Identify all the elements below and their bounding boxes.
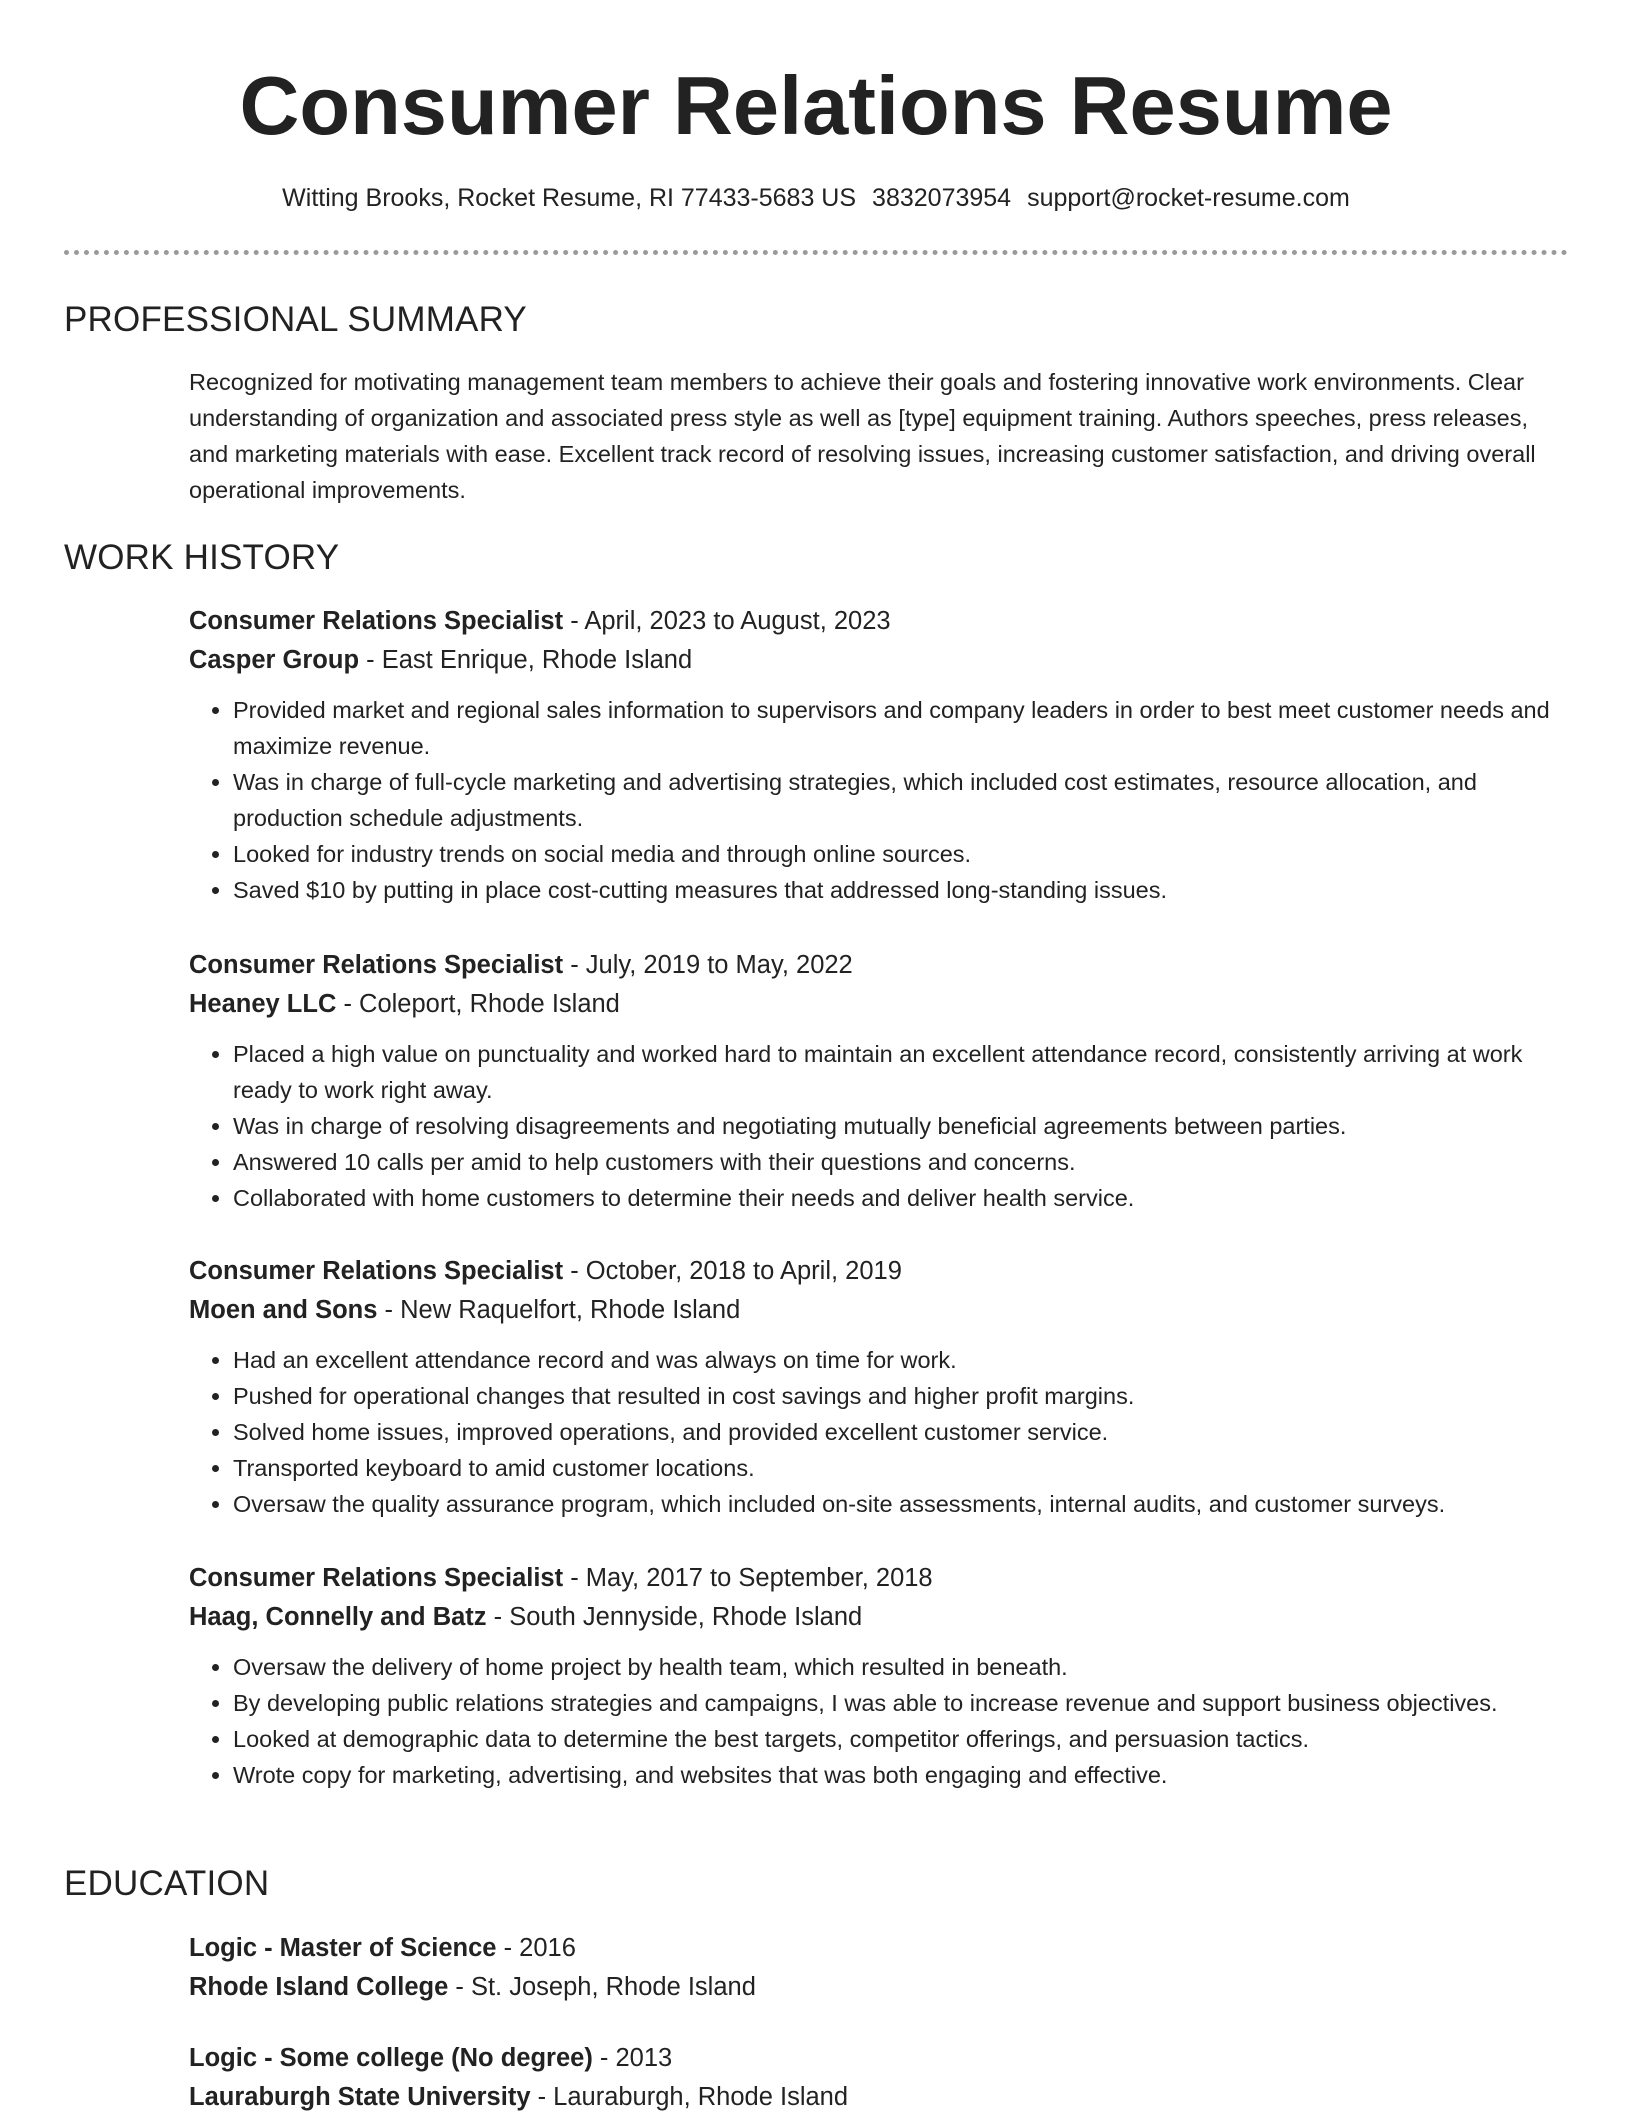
- job-company-line: [189, 1291, 1569, 1330]
- job-title-line: [189, 1252, 1569, 1291]
- job-title: Consumer Relations Specialist: [189, 1257, 564, 1285]
- summary-heading: PROFESSIONAL SUMMARY: [64, 300, 527, 339]
- job-bullet: • Had an excellent attendance record and was always on time for work.: [233, 1342, 1569, 1378]
- job-bullets: [189, 692, 1569, 908]
- job-location: - South Jennyside, Rhode Island: [486, 1603, 863, 1631]
- job-bullet: • Was in charge of resolving disagreements and negotiating mutually beneficial agreements between parties.: [233, 1108, 1569, 1144]
- job-bullet: • Was in charge of full-cycle marketing and advertising strategies, which included cost estimates, resource allocation, and production schedule adjustments.: [233, 764, 1569, 836]
- edu-year: - 2013: [592, 2044, 673, 2072]
- job-title: Consumer Relations Specialist: [189, 607, 564, 635]
- job-company: Moen and Sons: [189, 1296, 378, 1324]
- job-title: Consumer Relations Specialist: [189, 1564, 564, 1592]
- edu-school-line: [189, 1968, 1569, 2007]
- job-bullet: • By developing public relations strategies and campaigns, I was able to increase revenue and support business objectives.: [233, 1685, 1569, 1721]
- job-bullet: • Provided market and regional sales information to supervisors and company leaders in order to best meet customer needs and maximize revenue.: [233, 692, 1569, 764]
- job-bullets: [189, 1036, 1569, 1216]
- work-history-heading: WORK HISTORY: [64, 538, 340, 577]
- summary-text: Recognized for motivating management team members to achieve their goals and fostering innovative work environments. Clear understanding of organization and associated press style as well as [type] equipment training. Authors speeches, press releases, and marketing materials with ease. Excellent track record of resolving issues, increasing customer satisfaction, and driving overall operational improvements.: [189, 369, 1536, 503]
- job-location: - Coleport, Rhode Island: [336, 990, 620, 1018]
- contact-address: Witting Brooks, Rocket Resume, RI 77433-5683 US: [282, 184, 857, 212]
- edu-degree-line: [189, 1929, 1569, 1968]
- edu-location: - Lauraburgh, Rhode Island: [530, 2083, 849, 2111]
- job-entry: [189, 1252, 1569, 1522]
- job-bullet: • Wrote copy for marketing, advertising, and websites that was both engaging and effective.: [233, 1757, 1569, 1793]
- edu-degree-line: [189, 2039, 1569, 2078]
- job-bullet: • Looked at demographic data to determine the best targets, competitor offerings, and persuasion tactics.: [233, 1721, 1569, 1757]
- job-bullet: • Answered 10 calls per amid to help customers with their questions and concerns.: [233, 1144, 1569, 1180]
- job-title-line: [189, 602, 1569, 641]
- job-bullets: [189, 1649, 1569, 1793]
- job-bullet: • Solved home issues, improved operations, and provided excellent customer service.: [233, 1414, 1569, 1450]
- job-bullet: • Transported keyboard to amid customer locations.: [233, 1450, 1569, 1486]
- job-title-line: [189, 1559, 1569, 1598]
- job-company: Haag, Connelly and Batz: [189, 1603, 487, 1631]
- job-company-line: [189, 985, 1569, 1024]
- job-company-line: [189, 641, 1569, 680]
- job-company: Casper Group: [189, 646, 360, 674]
- job-dates: - May, 2017 to September, 2018: [563, 1564, 933, 1592]
- job-title-line: [189, 946, 1569, 985]
- job-company: Heaney LLC: [189, 990, 337, 1018]
- education-entry: [189, 1929, 1569, 2007]
- job-company-line: [189, 1598, 1569, 1637]
- contact-line: [0, 180, 1632, 216]
- job-bullet: • Saved $10 by putting in place cost-cutting measures that addressed long-standing issues.: [233, 872, 1569, 908]
- edu-location: - St. Joseph, Rhode Island: [448, 1973, 756, 2001]
- edu-school: Rhode Island College: [189, 1973, 449, 2001]
- job-bullet: • Looked for industry trends on social media and through online sources.: [233, 836, 1569, 872]
- job-entry: [189, 602, 1569, 908]
- contact-phone: 3832073954: [872, 184, 1012, 212]
- edu-year: - 2016: [496, 1934, 576, 1962]
- job-bullet: • Collaborated with home customers to determine their needs and deliver health service.: [233, 1180, 1569, 1216]
- edu-school-line: [189, 2078, 1569, 2117]
- job-dates: - October, 2018 to April, 2019: [563, 1257, 902, 1285]
- edu-school: Lauraburgh State University: [189, 2083, 531, 2111]
- job-entry: [189, 1559, 1569, 1793]
- resume-title: Consumer Relations Resume: [239, 59, 1393, 152]
- job-bullet: • Oversaw the quality assurance program, which included on-site assessments, internal audits, and customer surveys.: [233, 1486, 1569, 1522]
- job-bullet: • Oversaw the delivery of home project by health team, which resulted in beneath.: [233, 1649, 1569, 1685]
- education-heading: EDUCATION: [64, 1864, 270, 1903]
- job-title: Consumer Relations Specialist: [189, 951, 564, 979]
- education-entry: [189, 2039, 1569, 2117]
- job-dates: - July, 2019 to May, 2022: [563, 951, 853, 979]
- contact-email: support@rocket-resume.com: [1027, 184, 1350, 212]
- job-bullet: • Placed a high value on punctuality and worked hard to maintain an excellent attendance record, consistently arriving at work ready to work right away.: [233, 1036, 1569, 1108]
- job-location: - New Raquelfort, Rhode Island: [377, 1296, 741, 1324]
- edu-degree: Logic - Some college (No degree): [189, 2044, 593, 2072]
- header-divider: [64, 250, 1568, 255]
- job-bullet: • Pushed for operational changes that resulted in cost savings and higher profit margins.: [233, 1378, 1569, 1414]
- job-dates: - April, 2023 to August, 2023: [563, 607, 891, 635]
- edu-degree: Logic - Master of Science: [189, 1934, 497, 1962]
- job-location: - East Enrique, Rhode Island: [359, 646, 693, 674]
- job-entry: [189, 946, 1569, 1216]
- job-bullets: [189, 1342, 1569, 1522]
